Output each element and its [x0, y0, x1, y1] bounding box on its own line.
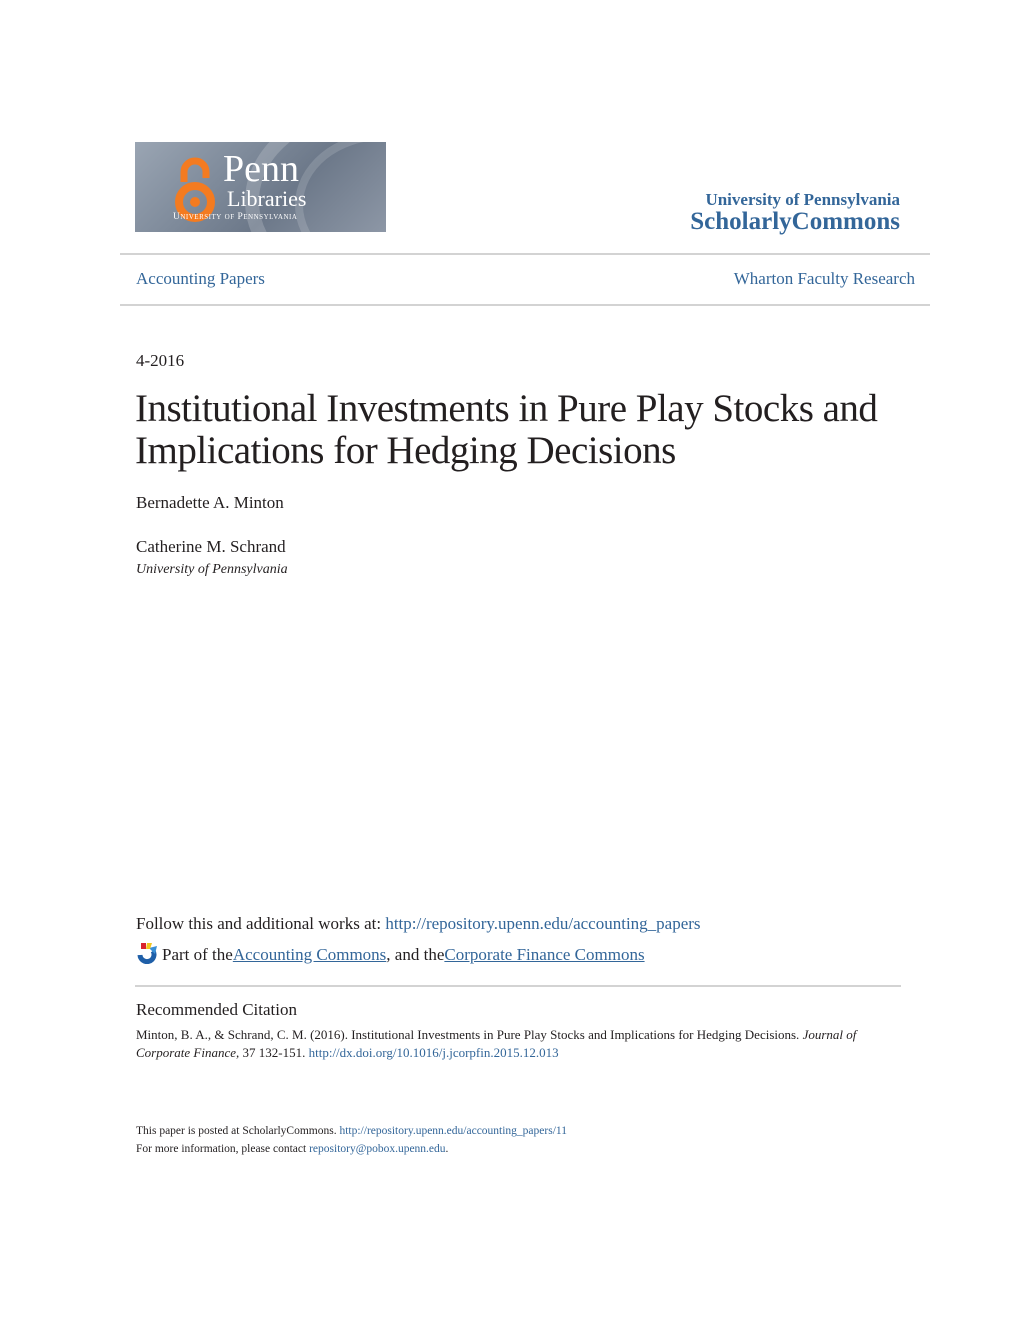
repository-institution[interactable]: University of Pennsylvania — [705, 190, 900, 209]
logo-penn-text: Penn — [223, 148, 299, 190]
logo-university-text: University of Pennsylvania — [173, 212, 298, 222]
bepress-commons-icon — [136, 942, 158, 964]
part-of-line — [136, 944, 645, 966]
paper-title: Institutional Investments in Pure Play Stocks and Implications for Hedging Decisions — [135, 387, 878, 472]
penn-libraries-logo[interactable] — [135, 142, 386, 232]
author-affiliation: University of Pennsylvania — [136, 562, 288, 577]
repository-name[interactable]: ScholarlyCommons — [690, 208, 900, 235]
posted-line — [136, 1125, 567, 1137]
logo-libraries-text: Libraries — [227, 186, 307, 211]
part-of-middle: , and the — [386, 945, 445, 964]
author-name: Catherine M. Schrand — [136, 537, 286, 556]
publication-date: 4-2016 — [136, 351, 185, 370]
part-of-prefix: Part of the — [162, 945, 233, 964]
citation-details: 37 132-151. — [239, 1045, 309, 1060]
contact-email-link[interactable]: repository@pobox.upenn.edu — [309, 1143, 446, 1155]
header-divider — [120, 253, 930, 255]
citation-heading: Recommended Citation — [136, 1000, 297, 1019]
follow-line — [136, 914, 701, 934]
citation-divider — [135, 985, 901, 987]
follow-link[interactable]: http://repository.upenn.edu/accounting_papers — [385, 914, 701, 933]
collection-link-wharton-faculty-research[interactable]: Wharton Faculty Research — [733, 269, 915, 288]
contact-line — [136, 1143, 448, 1155]
citation-journal: Journal of Corporate Finance, — [136, 1027, 857, 1060]
posted-prefix: This paper is posted at ScholarlyCommons. — [136, 1125, 340, 1137]
paper-permalink[interactable]: http://repository.upenn.edu/accounting_papers/11 — [339, 1125, 567, 1137]
citation-authors-title: Minton, B. A., & Schrand, C. M. (2016). Institutional Investments in Pure Play Stocks and Implications for Hedging Decisions. — [136, 1027, 803, 1042]
corporate-finance-commons-link[interactable]: Corporate Finance Commons — [444, 945, 645, 964]
citation-text — [136, 1026, 896, 1062]
author-name: Bernadette A. Minton — [136, 493, 284, 512]
follow-prefix: Follow this and additional works at: — [136, 914, 386, 933]
collection-link-accounting-papers[interactable]: Accounting Papers — [136, 269, 265, 288]
contact-prefix: For more information, please contact — [136, 1143, 310, 1155]
citation-doi-link[interactable]: http://dx.doi.org/10.1016/j.jcorpfin.2015.12.013 — [308, 1045, 559, 1060]
contact-suffix: . — [445, 1143, 449, 1155]
accounting-commons-link[interactable]: Accounting Commons — [232, 945, 387, 964]
nav-divider — [120, 304, 930, 306]
